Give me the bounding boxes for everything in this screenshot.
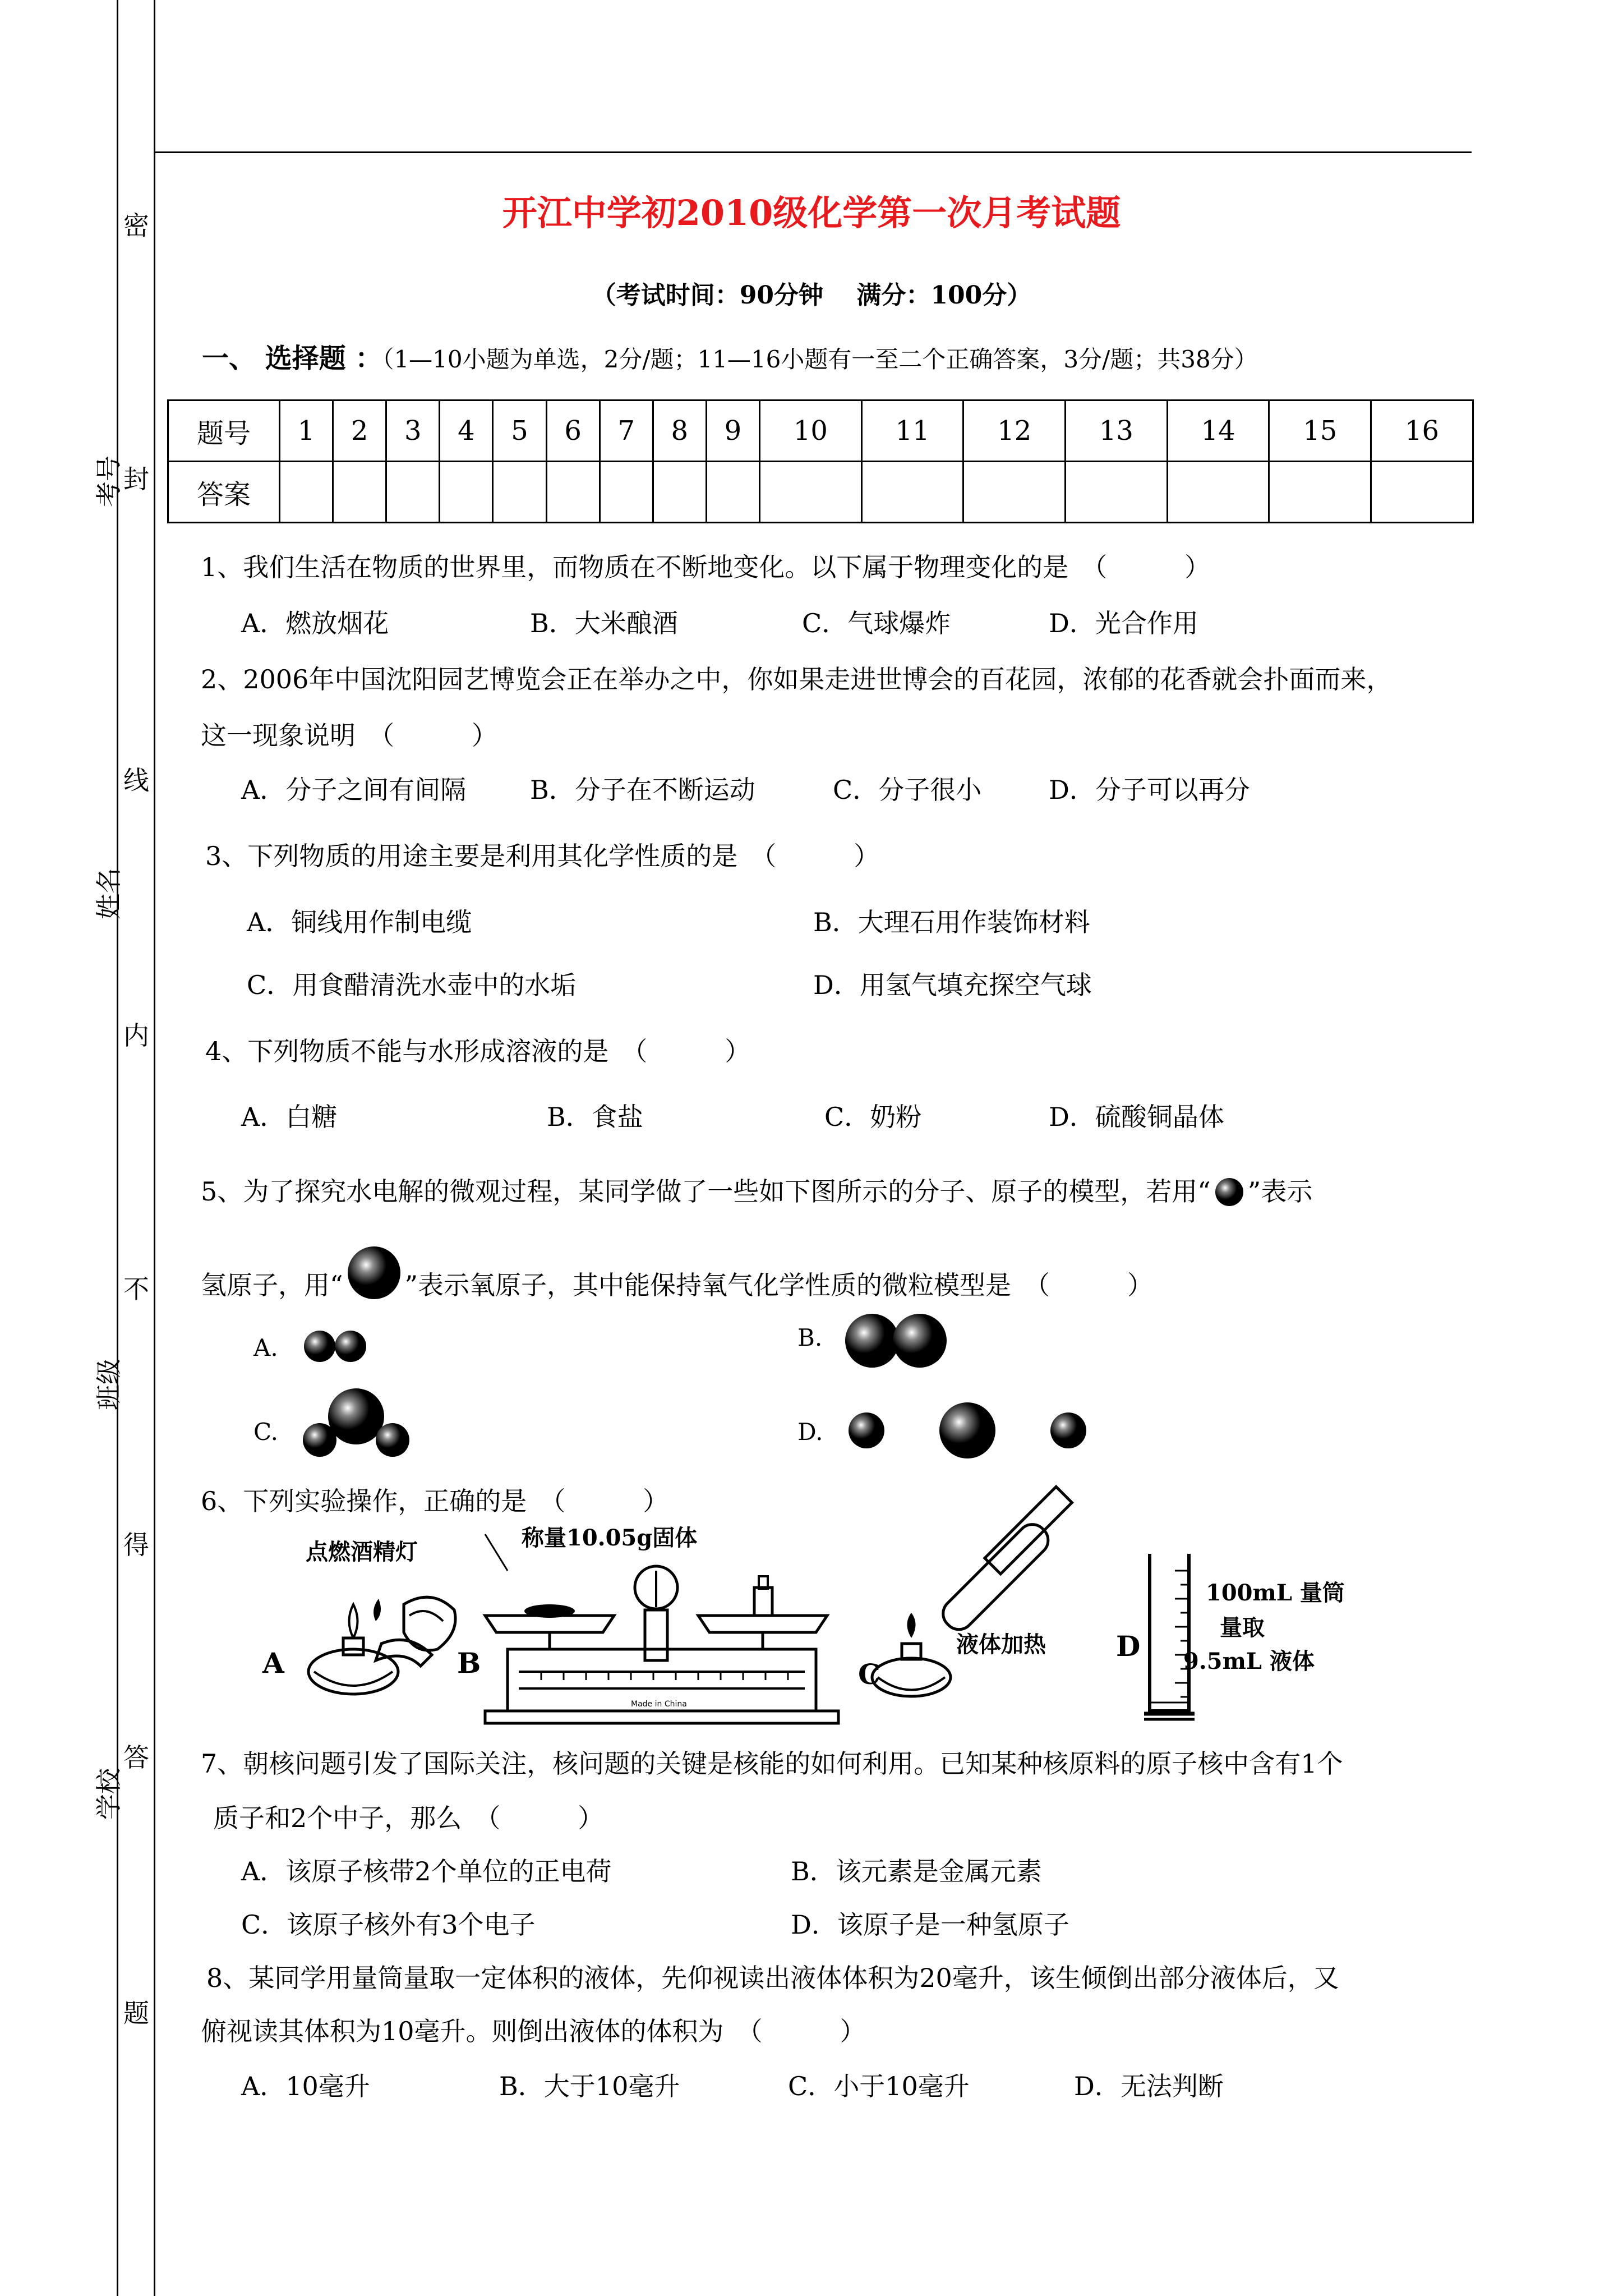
q8-option-a: A．10毫升 xyxy=(241,2071,370,2101)
answer-grid-number: 10 xyxy=(759,401,861,462)
answer-grid-number: 7 xyxy=(600,401,653,462)
answer-cell[interactable] xyxy=(440,462,493,523)
answer-grid-number-row xyxy=(168,401,1473,462)
margin-line-inner xyxy=(154,0,155,2296)
answer-grid-number: 11 xyxy=(861,401,963,462)
margin-line-outer xyxy=(117,0,118,2296)
field-exam-number: 考号 xyxy=(94,455,124,507)
oxygen-atom-symbol xyxy=(343,1273,405,1301)
q3-stem: 3、下列物质的用途主要是利用其化学性质的是 （ ） xyxy=(205,841,880,871)
q6-caption-c: 液体加热 xyxy=(956,1631,1046,1658)
q3-option-a: A．铜线用作制电缆 xyxy=(247,907,472,937)
answer-grid-label-number: 题号 xyxy=(168,401,280,462)
q4-option-b: B．食盐 xyxy=(547,1102,643,1132)
answer-cell[interactable] xyxy=(706,462,759,523)
oxygen-atom-icon xyxy=(343,1242,405,1304)
q2-option-c: C．分子很小 xyxy=(833,775,982,805)
q5-stem-part4: ”表示氧原子，其中能保持氧气化学性质的微粒模型是 （ ） xyxy=(404,1270,1154,1300)
q7-option-b: B．该元素是金属元素 xyxy=(791,1856,1042,1887)
seal-char-5: 不 xyxy=(123,1274,149,1304)
alcohol-lamp-illustration xyxy=(292,1571,471,1705)
q7-stem-line2: 质子和2个中子，那么 （ ） xyxy=(213,1803,604,1833)
answer-grid-number: 14 xyxy=(1167,401,1269,462)
q4-option-a: A．白糖 xyxy=(241,1102,338,1132)
exam-title: 开江中学初2010级化学第一次月考试题 xyxy=(502,192,1121,233)
q5-stem-line2 xyxy=(201,1265,1153,1302)
q6-caption-d1: 100mL 量筒 xyxy=(1206,1580,1345,1606)
q3-option-d: D．用氢气填充探空气球 xyxy=(813,970,1092,1000)
seal-char-3: 线 xyxy=(123,765,149,795)
q1-option-d: D．光合作用 xyxy=(1049,608,1198,638)
graduated-cylinder-illustration xyxy=(1133,1548,1217,1733)
q6-label-d: D xyxy=(1116,1630,1141,1663)
q5-option-c: C. xyxy=(253,1418,278,1446)
answer-grid-number: 8 xyxy=(653,401,706,462)
q8-option-d: D．无法判断 xyxy=(1074,2071,1224,2101)
q3-option-b: B．大理石用作装饰材料 xyxy=(813,907,1090,937)
q1-option-b: B．大米酿酒 xyxy=(530,608,678,638)
answer-grid-number: 12 xyxy=(963,401,1066,462)
answer-cell[interactable] xyxy=(1269,462,1371,523)
q6-label-b: B xyxy=(457,1646,481,1680)
q5-model-a xyxy=(300,1327,379,1366)
q6-label-a: A xyxy=(262,1646,284,1680)
section-instructions: （1—10小题为单选，2分/题；11—16小题有一至二个正确答案，3分/题；共38分） xyxy=(382,346,1258,373)
q4-option-d: D．硫酸铜晶体 xyxy=(1049,1102,1224,1132)
answer-grid-number: 16 xyxy=(1371,401,1473,462)
field-class: 班级 xyxy=(94,1359,124,1410)
q6-label-c: C xyxy=(858,1658,880,1691)
answer-grid-label-answer: 答案 xyxy=(168,462,280,523)
q1-option-c: C．气球爆炸 xyxy=(802,608,951,638)
seal-char-1: 密 xyxy=(123,210,149,241)
q7-option-a: A．该原子核带2个单位的正电荷 xyxy=(241,1856,612,1887)
q5-model-b xyxy=(841,1310,959,1372)
q6-caption-b: 称量10.05g固体 xyxy=(522,1525,698,1551)
q7-stem-line1: 7、朝核问题引发了国际关注，核问题的关键是核能的如何利用。已知某种核原料的原子核中含有1个 xyxy=(201,1749,1343,1779)
q2-option-a: A．分子之间有间隔 xyxy=(241,775,467,805)
q8-option-c: C．小于10毫升 xyxy=(788,2071,970,2101)
answer-cell[interactable] xyxy=(1066,462,1168,523)
answer-grid-answer-row xyxy=(168,462,1473,523)
answer-cell[interactable] xyxy=(653,462,706,523)
q6-caption-a: 点燃酒精灯 xyxy=(306,1539,418,1565)
answer-cell[interactable] xyxy=(546,462,600,523)
field-name: 姓名 xyxy=(94,868,124,919)
answer-cell[interactable] xyxy=(1371,462,1473,523)
q8-stem-line2: 俯视读其体积为10毫升。则倒出液体的体积为 （ ） xyxy=(201,2016,866,2046)
answer-cell[interactable] xyxy=(861,462,963,523)
balance-maker-mark: Made in China xyxy=(631,1700,687,1709)
q2-stem-line2: 这一现象说明 （ ） xyxy=(201,720,497,751)
q6-caption-d3: 9.5mL 液体 xyxy=(1183,1648,1315,1674)
q3-option-c: C．用食醋清洗水壶中的水垢 xyxy=(247,970,577,1000)
q5-option-d: D. xyxy=(797,1418,823,1446)
section-heading xyxy=(202,337,1258,375)
q2-stem-line1: 2、2006年中国沈阳园艺博览会正在举办之中，你如果走进世博会的百花园，浓郁的花香就会扑面而来， xyxy=(201,664,1393,694)
answer-grid-number: 13 xyxy=(1066,401,1168,462)
q1-option-a: A．燃放烟花 xyxy=(241,608,389,638)
answer-cell[interactable] xyxy=(493,462,546,523)
q5-model-c xyxy=(294,1377,418,1467)
q7-option-d: D．该原子是一种氢原子 xyxy=(791,1910,1069,1940)
q5-stem-part2: ”表示 xyxy=(1247,1176,1313,1207)
header-rule xyxy=(154,151,1472,153)
answer-cell[interactable] xyxy=(1167,462,1269,523)
q7-option-c: C．该原子核外有3个电子 xyxy=(241,1910,536,1940)
answer-grid-number: 9 xyxy=(706,401,759,462)
seal-char-4: 内 xyxy=(123,1020,149,1051)
q4-option-c: C．奶粉 xyxy=(824,1102,922,1132)
seal-char-2: 封 xyxy=(123,464,149,494)
exam-subtitle: （考试时间：90分钟 满分：100分） xyxy=(591,281,1032,310)
answer-grid-number: 3 xyxy=(386,401,440,462)
q4-stem: 4、下列物质不能与水形成溶液的是 （ ） xyxy=(205,1036,751,1066)
answer-grid-number: 6 xyxy=(546,401,600,462)
answer-grid-number: 2 xyxy=(333,401,386,462)
q6-stem: 6、下列实验操作，正确的是 （ ） xyxy=(201,1486,669,1516)
field-school: 学校 xyxy=(94,1768,124,1820)
balance-illustration xyxy=(474,1554,850,1733)
answer-grid xyxy=(167,399,1474,523)
q1-stem: 1、我们生活在物质的世界里，而物质在不断地变化。以下属于物理变化的是 （ ） xyxy=(201,552,1211,582)
answer-grid-number: 15 xyxy=(1269,401,1371,462)
seal-char-7: 答 xyxy=(123,1742,149,1773)
q6-caption-d2: 量取 xyxy=(1220,1614,1265,1641)
seal-char-6: 得 xyxy=(123,1530,149,1560)
q2-option-d: D．分子可以再分 xyxy=(1049,775,1250,805)
answer-cell[interactable] xyxy=(333,462,386,523)
answer-grid-number: 1 xyxy=(280,401,333,462)
section-title: 一、 选择题 ： xyxy=(202,343,382,374)
hydrogen-atom-icon xyxy=(1211,1176,1248,1210)
q5-stem-line1 xyxy=(201,1171,1312,1208)
answer-grid-number: 4 xyxy=(440,401,493,462)
answer-cell[interactable] xyxy=(600,462,653,523)
q5-stem-part3: 氢原子，用“ xyxy=(201,1270,343,1300)
answer-cell[interactable] xyxy=(759,462,861,523)
answer-cell[interactable] xyxy=(963,462,1066,523)
answer-grid-number: 5 xyxy=(493,401,546,462)
liquid-heating-illustration xyxy=(864,1503,1099,1705)
hydrogen-atom-symbol xyxy=(1211,1180,1248,1208)
seal-char-8: 题 xyxy=(123,1998,149,2028)
answer-cell[interactable] xyxy=(386,462,440,523)
q8-stem-line1: 8、某同学用量筒量取一定体积的液体，先仰视读出液体体积为20毫升，该生倾倒出部分液体后，又 xyxy=(206,1963,1339,1993)
q5-option-b: B. xyxy=(797,1324,823,1351)
q5-stem-part1: 5、为了探究水电解的微观过程，某同学做了一些如下图所示的分子、原子的模型，若用“ xyxy=(201,1176,1211,1207)
answer-cell[interactable] xyxy=(280,462,333,523)
q5-option-a: A. xyxy=(253,1334,278,1361)
q5-model-d xyxy=(841,1397,1110,1464)
q8-option-b: B．大于10毫升 xyxy=(499,2071,680,2101)
q2-option-b: B．分子在不断运动 xyxy=(530,775,755,805)
